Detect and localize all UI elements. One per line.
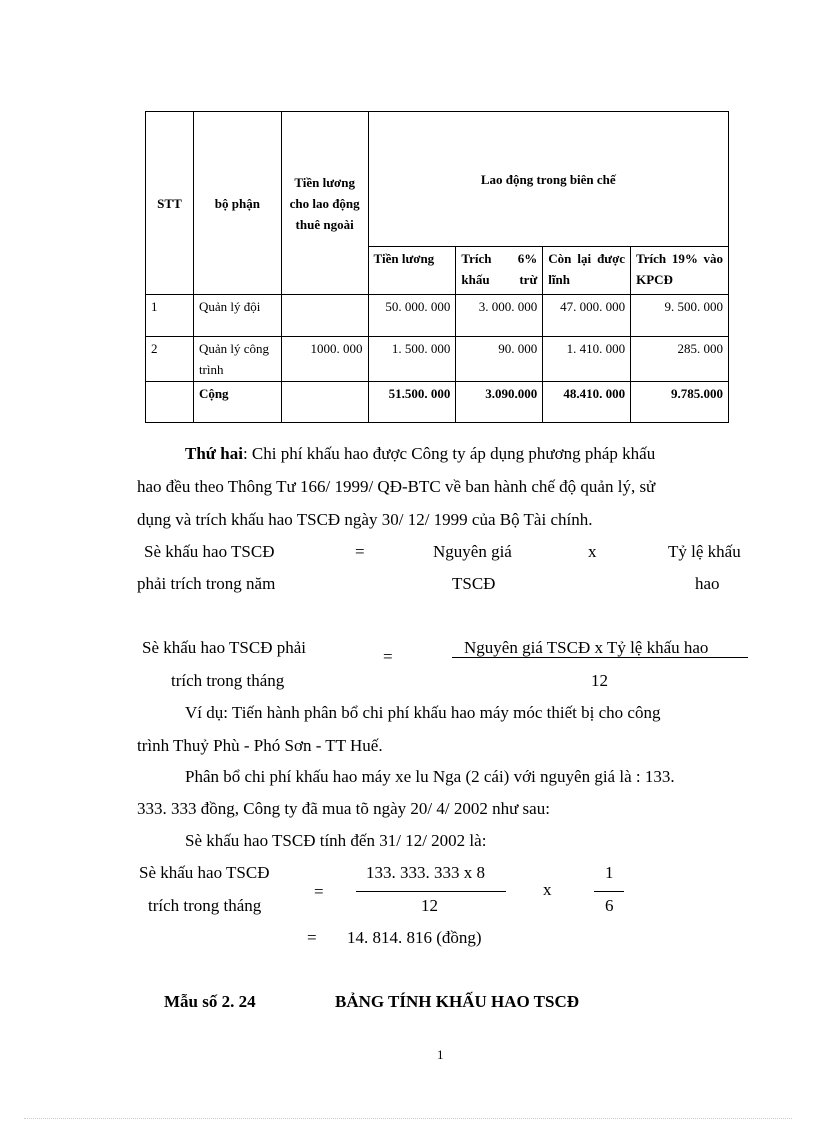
cell-trich6: 3.090.000 — [456, 382, 543, 423]
formula1-eq: = — [355, 542, 365, 561]
cell-trich19: 9.785.000 — [631, 382, 729, 423]
header-bien-che: Lao động trong biên chế — [368, 112, 728, 247]
header-trich-19: Trích 19% vào KPCĐ — [631, 247, 729, 295]
formula1-mid1: Nguyên giá — [433, 542, 512, 561]
formula3-eq: = — [314, 882, 324, 901]
cell-trich19: 285. 000 — [631, 337, 729, 382]
para1-text: : Chi phí khấu hao được Công ty áp dụng phương pháp khấu — [242, 444, 656, 463]
page-number: 1 — [437, 1047, 444, 1062]
cell-con-lai: 1. 410. 000 — [543, 337, 631, 382]
cell-thue: 1000. 000 — [281, 337, 368, 382]
cell-bo-phan: Quản lý đội — [193, 295, 281, 337]
header-trich-6: Trích 6% khấu trừ — [456, 247, 543, 295]
formula3-fraction-line — [356, 891, 506, 892]
formula3-left1: Sè khấu hao TSCĐ — [139, 863, 270, 882]
example-line4: 333. 333 đồng, Công ty đã mua tõ ngày 20/ 4/ 2002 như sau: — [137, 799, 550, 818]
cell-trich19: 9. 500. 000 — [631, 295, 729, 337]
cell-tien-luong: 51.500. 000 — [368, 382, 456, 423]
formula2-eq: = — [383, 647, 393, 666]
para1-bold: Thứ hai — [185, 444, 243, 463]
page-divider — [24, 1118, 792, 1119]
header-stt: STT — [146, 112, 194, 295]
formula1-left1: Sè khấu hao TSCĐ — [144, 542, 275, 561]
cell-thue — [281, 382, 368, 423]
formula3-denominator2: 6 — [605, 896, 614, 915]
formula2-numerator: Nguyên giá TSCĐ x Tỷ lệ khấu hao — [464, 638, 709, 657]
formula3-denominator: 12 — [421, 896, 438, 915]
formula2-fraction-line — [452, 657, 748, 658]
formula2-denominator: 12 — [591, 671, 608, 690]
example-line5: Sè khấu hao TSCĐ tính đến 31/ 12/ 2002 là: — [185, 831, 487, 850]
para1-line3: dụng và trích khấu hao TSCĐ ngày 30/ 12/ 1999 của Bộ Tài chính. — [137, 510, 593, 529]
formula1-right2: hao — [695, 574, 720, 593]
para1-line2: hao đều theo Thông Tư 166/ 1999/ QĐ-BTC về ban hành chế độ quản lý, sử — [137, 477, 656, 496]
formula1-left2: phải trích trong năm — [137, 574, 276, 593]
cell-stt — [146, 382, 194, 423]
cell-trich6: 90. 000 — [456, 337, 543, 382]
cell-bo-phan: Cộng — [193, 382, 281, 423]
salary-table — [145, 111, 729, 423]
header-con-lai: Còn lại được lĩnh — [543, 247, 631, 295]
formula3-numerator2: 1 — [605, 863, 614, 882]
para1-line1 — [185, 444, 655, 464]
cell-tien-luong: 1. 500. 000 — [368, 337, 456, 382]
example-line1: Ví dụ: Tiến hành phân bổ chi phí khấu hao máy móc thiết bị cho công — [185, 703, 661, 722]
example-line3: Phân bổ chi phí khấu hao máy xe lu Nga (2 cái) với nguyên giá là : 133. — [185, 767, 675, 786]
cell-stt: 1 — [146, 295, 194, 337]
table-row — [146, 295, 729, 337]
formula3-x: x — [543, 880, 552, 899]
formula3-eq2: = — [307, 928, 317, 947]
formula3-numerator: 133. 333. 333 x 8 — [366, 863, 485, 882]
cell-tien-luong: 50. 000. 000 — [368, 295, 456, 337]
cell-con-lai: 48.410. 000 — [543, 382, 631, 423]
formula2-left1: Sè khấu hao TSCĐ phải — [142, 638, 307, 657]
formula1-x: x — [588, 542, 597, 561]
table-row — [146, 337, 729, 382]
table-row-total — [146, 382, 729, 423]
formula1-right1: Tỷ lệ khấu — [668, 542, 741, 561]
cell-con-lai: 47. 000. 000 — [543, 295, 631, 337]
formula1-mid2: TSCĐ — [452, 574, 496, 593]
formula3-result: 14. 814. 816 (đồng) — [347, 928, 482, 947]
example-line2: trình Thuỷ Phù - Phó Sơn - TT Huế. — [137, 736, 383, 755]
cell-bo-phan: Quản lý công trình — [193, 337, 281, 382]
header-bo-phan: bộ phận — [193, 112, 281, 295]
cell-thue — [281, 295, 368, 337]
header-tien-luong-thue: Tiền lương cho lao động thuê ngoài — [281, 112, 368, 295]
cell-stt: 2 — [146, 337, 194, 382]
formula3-left2: trích trong tháng — [148, 896, 262, 915]
formula2-left2: trích trong tháng — [171, 671, 285, 690]
form-title: BẢNG TÍNH KHẤU HAO TSCĐ — [335, 992, 580, 1011]
header-tien-luong: Tiền lương — [368, 247, 456, 295]
formula3-fraction-line2 — [594, 891, 624, 892]
form-number: Mẫu số 2. 24 — [164, 992, 256, 1011]
cell-trich6: 3. 000. 000 — [456, 295, 543, 337]
